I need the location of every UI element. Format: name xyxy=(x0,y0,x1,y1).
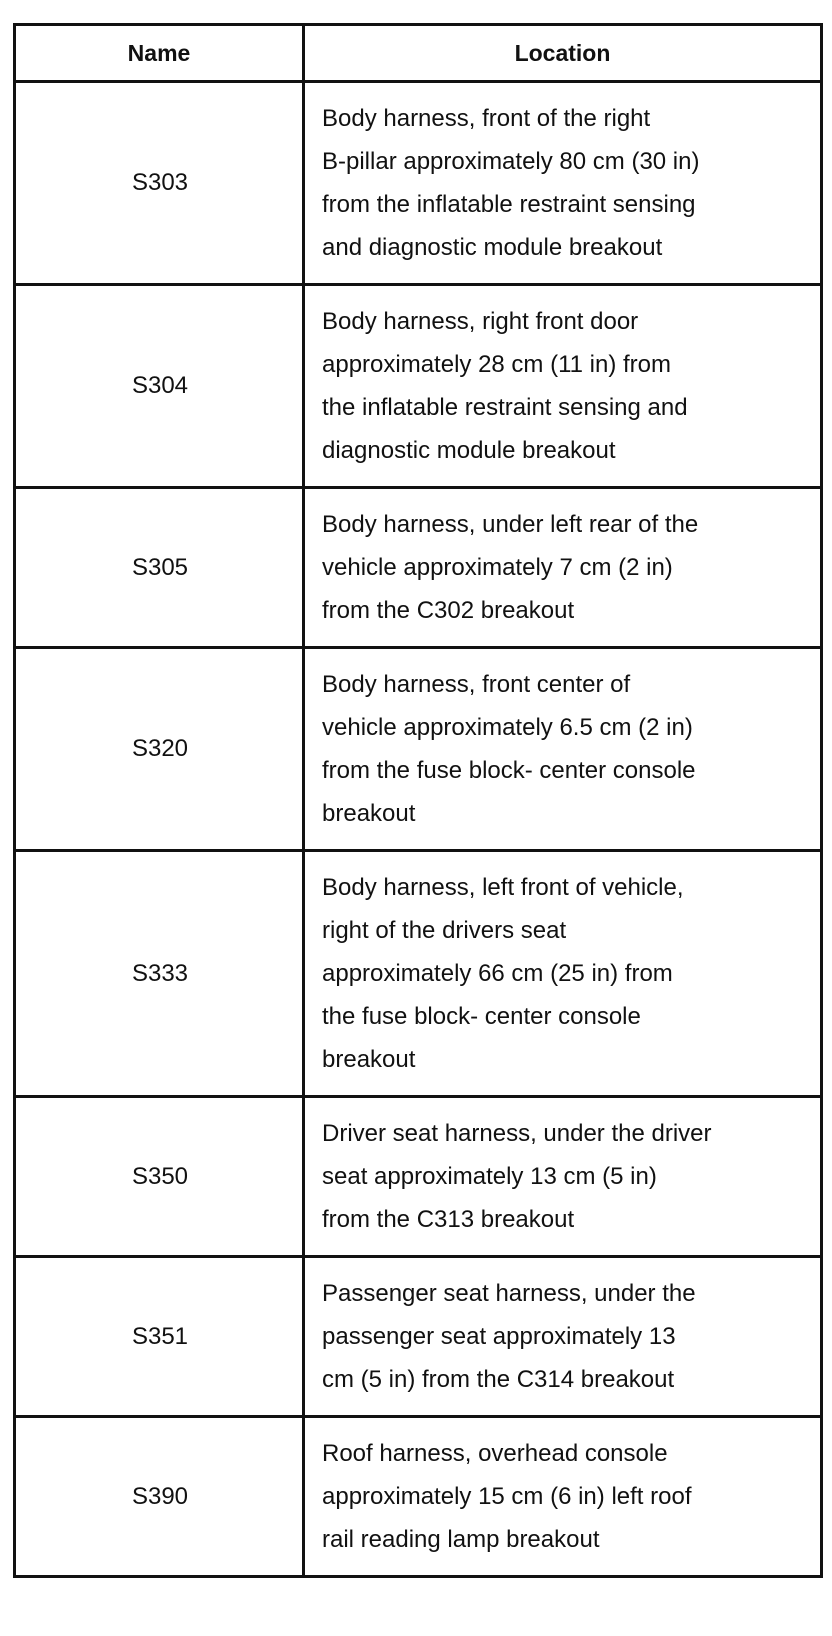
location-line: from the inflatable restraint sensing xyxy=(322,191,696,218)
location-line: Body harness, front of the right xyxy=(322,105,651,132)
splice-location-cell xyxy=(304,851,822,1097)
table-row xyxy=(15,82,822,285)
location-line: diagnostic module breakout xyxy=(322,437,616,464)
splice-location-cell xyxy=(304,648,822,851)
table-row xyxy=(15,1097,822,1257)
splice-name-cell: S351 xyxy=(15,1257,304,1417)
table-row xyxy=(15,285,822,488)
splice-name-cell: S305 xyxy=(15,488,304,648)
location-line: and diagnostic module breakout xyxy=(322,234,663,261)
splice-location-table xyxy=(13,23,823,1578)
splice-location-cell xyxy=(304,488,822,648)
location-line: Body harness, under left rear of the xyxy=(322,511,699,538)
location-line: passenger seat approximately 13 xyxy=(322,1323,676,1350)
location-line: vehicle approximately 7 cm (2 in) xyxy=(322,554,673,581)
header-name: Name xyxy=(15,25,304,82)
splice-name-cell: S304 xyxy=(15,285,304,488)
location-line: approximately 28 cm (11 in) from xyxy=(322,351,672,378)
table-row xyxy=(15,1417,822,1577)
table-header-row xyxy=(15,25,822,82)
location-line: the inflatable restraint sensing and xyxy=(322,394,688,421)
location-line: breakout xyxy=(322,800,416,827)
splice-location-cell xyxy=(304,285,822,488)
location-line: rail reading lamp breakout xyxy=(322,1526,600,1553)
splice-name-cell: S303 xyxy=(15,82,304,285)
location-line: from the C302 breakout xyxy=(322,597,575,624)
location-line: from the C313 breakout xyxy=(322,1206,575,1233)
table-row xyxy=(15,1257,822,1417)
location-line: breakout xyxy=(322,1046,416,1073)
location-line: Body harness, front center of xyxy=(322,671,631,698)
splice-location-cell xyxy=(304,1257,822,1417)
table-body xyxy=(15,82,822,1577)
location-line: the fuse block- center console xyxy=(322,1003,641,1030)
location-line: Passenger seat harness, under the xyxy=(322,1280,696,1307)
table-row xyxy=(15,488,822,648)
location-line: approximately 15 cm (6 in) left roof xyxy=(322,1483,692,1510)
location-line: Roof harness, overhead console xyxy=(322,1440,668,1467)
location-line: Body harness, left front of vehicle, xyxy=(322,874,684,901)
splice-name-cell: S350 xyxy=(15,1097,304,1257)
table-header xyxy=(15,25,822,82)
location-line: seat approximately 13 cm (5 in) xyxy=(322,1163,657,1190)
splice-location-cell xyxy=(304,82,822,285)
location-line: cm (5 in) from the C314 breakout xyxy=(322,1366,675,1393)
location-line: right of the drivers seat xyxy=(322,917,567,944)
location-line: Body harness, right front door xyxy=(322,308,639,335)
splice-location-cell xyxy=(304,1097,822,1257)
location-line: from the fuse block- center console xyxy=(322,757,696,784)
splice-location-cell xyxy=(304,1417,822,1577)
location-line: Driver seat harness, under the driver xyxy=(322,1120,712,1147)
splice-name-cell: S390 xyxy=(15,1417,304,1577)
location-line: B-pillar approximately 80 cm (30 in) xyxy=(322,148,700,175)
location-line: approximately 66 cm (25 in) from xyxy=(322,960,673,987)
table-row xyxy=(15,648,822,851)
splice-name-cell: S333 xyxy=(15,851,304,1097)
splice-name-cell: S320 xyxy=(15,648,304,851)
location-line: vehicle approximately 6.5 cm (2 in) xyxy=(322,714,693,741)
table-row xyxy=(15,851,822,1097)
header-location: Location xyxy=(304,25,822,82)
